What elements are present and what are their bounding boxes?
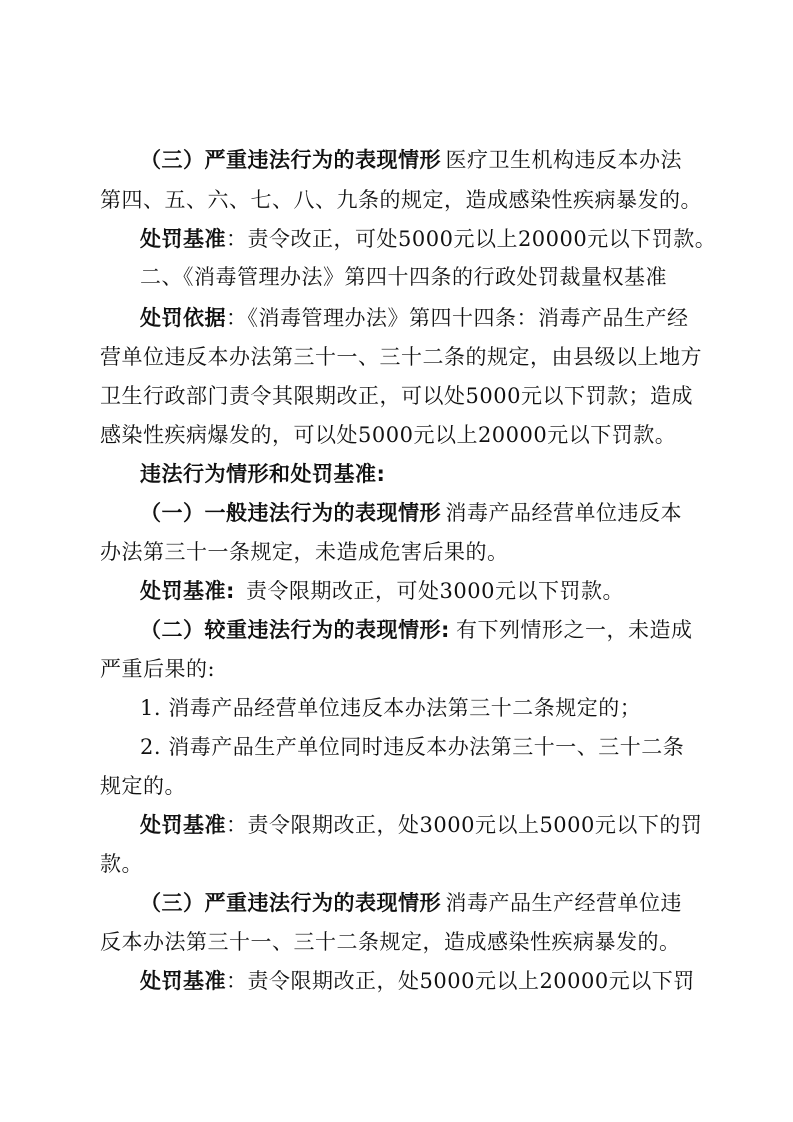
text-line xyxy=(0,459,793,489)
line-text: 严重后果的: xyxy=(100,657,216,681)
text-line xyxy=(0,849,793,879)
section-heading xyxy=(0,262,793,292)
bold-heading: 处罚基准: xyxy=(140,579,235,603)
line-text: 感染性疾病爆发的，可以处5000元以上20000元以下罚款。 xyxy=(100,423,677,447)
text-line xyxy=(0,498,793,528)
text-line xyxy=(0,810,793,840)
line-text: 有下列情形之一，未造成 xyxy=(456,618,693,642)
bold-heading: （三）严重违法行为的表现情形 xyxy=(140,148,441,172)
text-line xyxy=(0,927,793,957)
text-line xyxy=(0,576,793,606)
line-text: 营单位违反本办法第三十一、三十二条的规定，由县级以上地方 xyxy=(100,345,702,369)
line-text: 款。 xyxy=(100,852,143,876)
line-text: ：《消毒管理办法》第四十四条：消毒产品生产经 xyxy=(226,306,689,330)
text-line xyxy=(0,342,793,372)
line-text: 二、《消毒管理办法》第四十四条的行政处罚裁量权基准 xyxy=(140,265,667,289)
text-line xyxy=(0,966,793,996)
line-text: ：医疗卫生机构违反本办法 xyxy=(424,148,682,172)
text-line xyxy=(0,145,793,175)
line-text: ：责令改正，可处5000元以上20000元以下罚款。 xyxy=(226,227,717,251)
text-line xyxy=(0,303,793,333)
line-text: ：责令限期改正，处5000元以上20000元以下罚 xyxy=(226,969,695,993)
text-line xyxy=(0,420,793,450)
line-text: 责令限期改正，可处3000元以下罚款。 xyxy=(246,579,624,603)
bold-heading: 处罚基准 xyxy=(140,969,226,993)
bold-heading: 处罚依据 xyxy=(140,306,226,330)
line-text: 卫生行政部门责令其限期改正，可以处5000元以下罚款；造成 xyxy=(100,384,693,408)
line-text: ：消毒产品生产经营单位违 xyxy=(424,891,682,915)
text-line xyxy=(0,185,793,215)
bold-heading: 处罚基准 xyxy=(140,813,226,837)
line-text: 1. 消毒产品经营单位违反本办法第三十二条规定的； xyxy=(140,696,642,720)
bold-heading: （三）严重违法行为的表现情形 xyxy=(140,891,441,915)
line-text: ：责令限期改正，处3000元以上5000元以下的罚 xyxy=(226,813,703,837)
text-line xyxy=(0,381,793,411)
bold-heading: （二）较重违法行为的表现情形: xyxy=(140,618,450,642)
line-text: 2. 消毒产品生产单位同时违反本办法第三十一、三十二条 xyxy=(140,735,685,759)
text-line xyxy=(0,224,793,254)
line-text: 第四、五、六、七、八、九条的规定，造成感染性疾病暴发的。 xyxy=(100,188,702,212)
list-item xyxy=(0,693,793,723)
line-text: 反本办法第三十一、三十二条规定，造成感染性疾病暴发的。 xyxy=(100,930,681,954)
text-line xyxy=(0,654,793,684)
bold-heading: 处罚基准 xyxy=(140,227,226,251)
line-text: 办法第三十一条规定，未造成危害后果的。 xyxy=(100,540,509,564)
line-text: ：消毒产品经营单位违反本 xyxy=(424,501,682,525)
list-item xyxy=(0,732,793,762)
text-line xyxy=(0,615,793,645)
line-text: 规定的。 xyxy=(100,774,186,798)
bold-heading: 违法行为情形和处罚基准: xyxy=(140,462,386,486)
text-line xyxy=(0,771,793,801)
text-line xyxy=(0,537,793,567)
bold-heading: （一）一般违法行为的表现情形 xyxy=(140,501,441,525)
text-line xyxy=(0,888,793,918)
